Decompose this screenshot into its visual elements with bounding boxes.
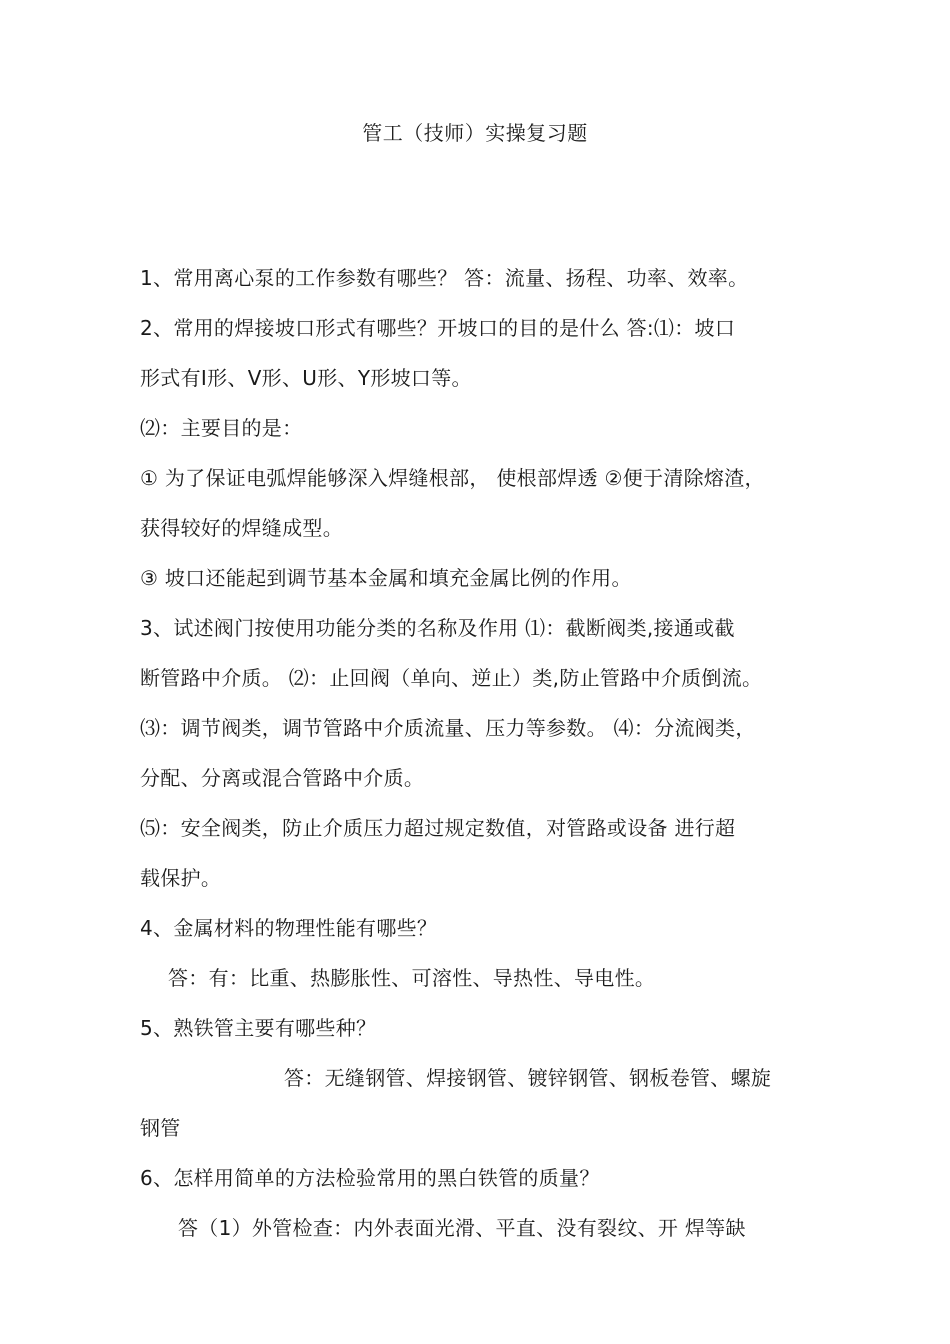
text-line-q1: 1、常用离心泵的工作参数有哪些？ 答：流量、扬程、功率、效率。 <box>140 266 749 290</box>
text-line-q2-point1: ① 为了保证电弧焊能够深入焊缝根部， 使根部焊透 ②便于清除熔渣， <box>140 466 765 490</box>
text-line-q6-answer: 答（1）外管检查：内外表面光滑、平直、没有裂纹、开 焊等缺 <box>178 1216 746 1240</box>
text-line-q2: 2、常用的焊接坡口形式有哪些？开坡口的目的是什么 答:⑴：坡口 <box>140 316 736 340</box>
text-line-q2-part2: ⑵：主要目的是： <box>140 416 303 440</box>
text-line-q4-answer: 答：有：比重、热膨胀性、可溶性、导热性、导电性。 <box>168 966 656 990</box>
text-line-q3-part5-cont: 载保护。 <box>140 866 222 890</box>
text-line-q3-cont1: 断管路中介质。 ⑵：止回阀（单向、逆止）类,防止管路中介质倒流。 <box>140 666 763 690</box>
text-line-q2-point3: ③ 坡口还能起到调节基本金属和填充金属比例的作用。 <box>140 566 632 590</box>
document-title: 管工（技师）实操复习题 <box>362 121 588 145</box>
text-line-q2-cont: 形式有Ⅰ形、V形、U形、Y形坡口等。 <box>140 366 472 390</box>
text-line-q5-answer-cont: 钢管 <box>140 1116 181 1140</box>
text-line-q4: 4、金属材料的物理性能有哪些？ <box>140 916 438 940</box>
text-line-q2-point2-cont: 获得较好的焊缝成型。 <box>140 516 343 540</box>
text-line-q3: 3、试述阀门按使用功能分类的名称及作用 ⑴：截断阀类,接通或截 <box>140 616 735 640</box>
text-line-q3-part5: ⑸：安全阀类，防止介质压力超过规定数值，对管路或设备 进行超 <box>140 816 736 840</box>
text-line-q5: 5、熟铁管主要有哪些种？ <box>140 1016 377 1040</box>
text-line-q5-answer: 答：无缝钢管、焊接钢管、镀锌钢管、钢板卷管、螺旋 <box>284 1066 772 1090</box>
text-line-q3-cont2: ⑶：调节阀类，调节管路中介质流量、压力等参数。 ⑷：分流阀类， <box>140 716 756 740</box>
text-line-q3-cont3: 分配、分离或混合管路中介质。 <box>140 766 425 790</box>
text-line-q6: 6、怎样用简单的方法检验常用的黑白铁管的质量？ <box>140 1166 600 1190</box>
